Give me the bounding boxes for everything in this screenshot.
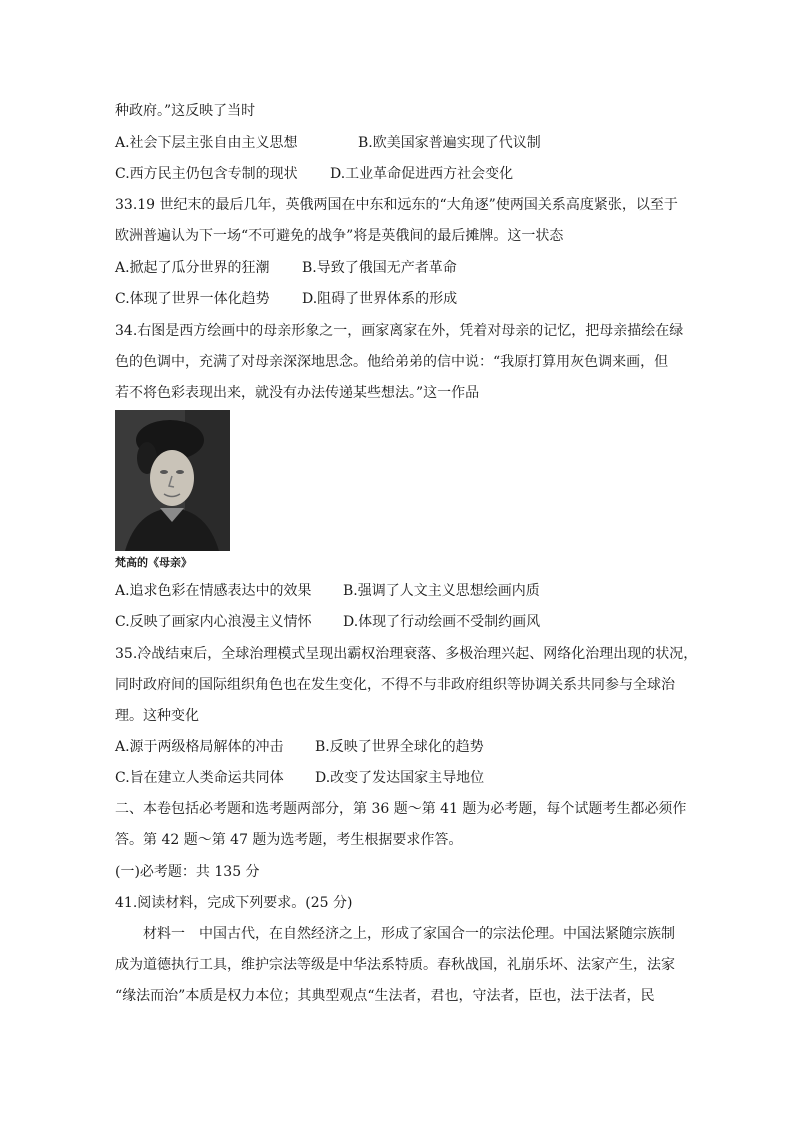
question-33-line: 欧洲普遍认为下一场“不可避免的战争”将是英俄间的最后摊牌。这一状态 [115,228,564,244]
option-b: B.强调了人文主义思想绘画内质 [343,583,540,599]
question-34-line: 若不将色彩表现出来，就没有办法传递某些想法。”这一作品 [115,385,480,401]
material-paragraph: 材料一 中国古代，在自然经济之上，形成了家国合一的宗法伦理。中国法紧随宗族制 [143,926,675,942]
figure-caption: 梵高的《母亲》 [115,556,192,569]
option-b: B.欧美国家普遍实现了代议制 [358,135,541,151]
option-a: A.追求色彩在情感表达中的效果 [115,583,312,599]
option-a: A.掀起了瓜分世界的狂潮 [115,260,270,276]
option-c: C.旨在建立人类命运共同体 [115,770,284,786]
material-paragraph: 成为道德执行工具，维护宗法等级是中华法系特质。春秋战国，礼崩乐坏、法家产生，法家 [115,957,675,973]
option-a: A.源于两级格局解体的冲击 [115,739,284,755]
question-35-line: 35.冷战结束后，全球治理模式呈现出霸权治理衰落、多极治理兴起、网络化治理出现的状况， [115,646,698,662]
section-heading: 答。第 42 题～第 47 题为选考题，考生根据要求作答。 [115,832,463,848]
question-35-line: 理。这种变化 [115,708,199,724]
option-d: D.体现了行动绘画不受制约画风 [343,614,541,630]
question-34-line: 色的色调中，充满了对母亲深深地思念。他给弟弟的信中说：“我原打算用灰色调来画，但 [115,354,669,370]
option-a: A.社会下层主张自由主义思想 [115,135,298,151]
option-c: C.体现了世界一体化趋势 [115,291,270,307]
portrait-image [115,410,230,551]
subsection-heading: (一)必考题：共 135 分 [115,864,260,880]
question-33-line: 33.19 世纪末的最后几年，英俄两国在中东和远东的“大角逐”使两国关系高度紧张，以至于 [115,197,678,213]
option-d: D.工业革命促进西方社会变化 [330,166,514,182]
option-c: C.反映了画家内心浪漫主义情怀 [115,614,312,630]
question-41-heading: 41.阅读材料，完成下列要求。(25 分) [115,895,353,911]
portrait-drawing [115,410,230,551]
option-c: C.西方民主仍包含专制的现状 [115,166,298,182]
material-paragraph: “缘法而治”本质是权力本位；其典型观点“生法者，君也，守法者，臣也，法于法者，民 [115,988,655,1004]
option-d: D.阻碍了世界体系的形成 [302,291,458,307]
text-line: 种政府。”这反映了当时 [115,103,256,119]
option-b: B.反映了世界全球化的趋势 [315,739,484,755]
question-34-line: 34.右图是西方绘画中的母亲形象之一，画家离家在外，凭着对母亲的记忆，把母亲描绘在绿 [115,323,684,339]
option-d: D.改变了发达国家主导地位 [315,770,485,786]
section-heading: 二、本卷包括必考题和选考题两部分，第 36 题～第 41 题为必考题，每个试题考生都必须作 [115,801,687,817]
option-b: B.导致了俄国无产者革命 [302,260,457,276]
question-35-line: 同时政府间的国际组织角色也在发生变化，不得不与非政府组织等协调关系共同参与全球治 [115,677,675,693]
